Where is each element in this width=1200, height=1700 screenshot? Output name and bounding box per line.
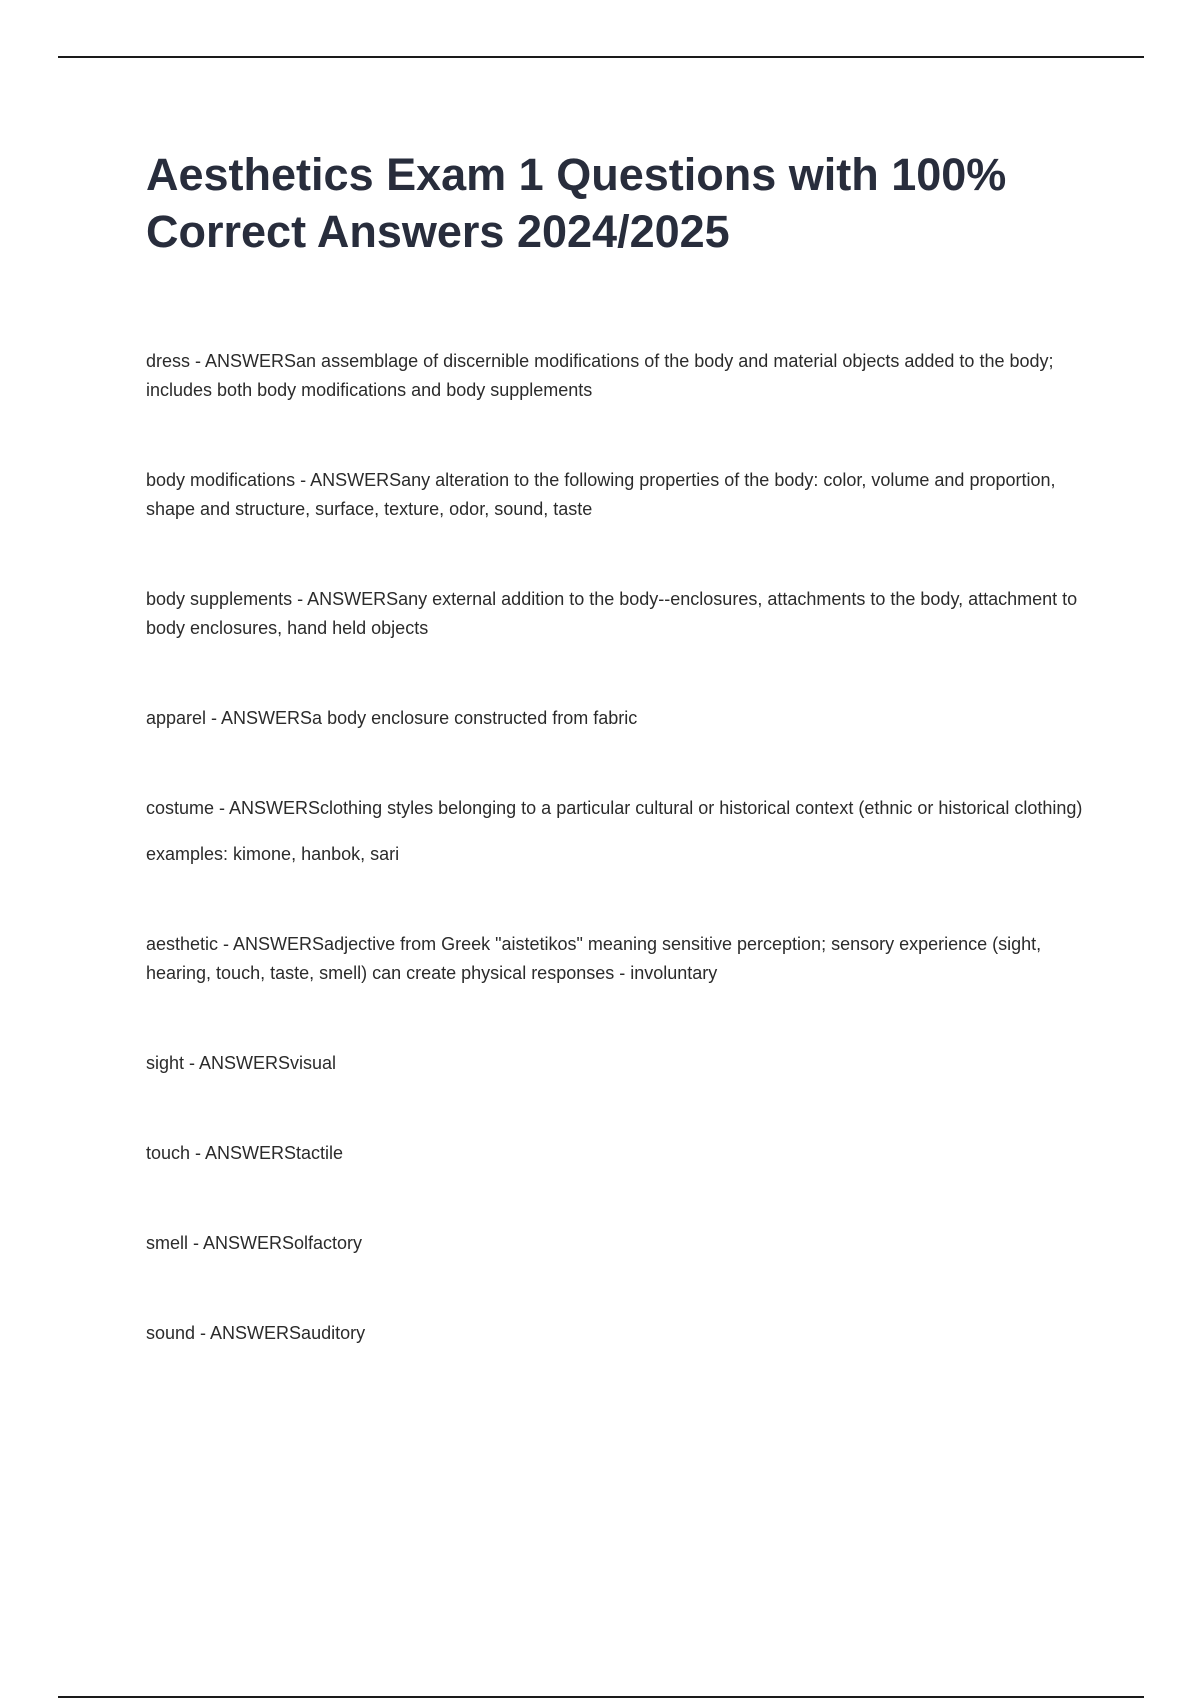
qa-entry-body-supplements [146,585,1086,643]
qa-text: aesthetic - ANSWERSadjective from Greek "aistetikos" meaning sensitive perception; sensory experience (sight, hearing, touch, taste, smell) can create physical responses - involuntary [146,934,1042,983]
qa-text: touch - ANSWERStactile [146,1143,344,1163]
page-title: Aesthetics Exam 1 Questions with 100% Correct Answers 2024/2025 [146,149,1007,257]
qa-text: body supplements - ANSWERSany external addition to the body--enclosures, attachments to the body, attachment to body enclosures, hand held objects [146,589,1078,638]
qa-entry-costume [146,794,1086,869]
qa-entry-aesthetic [146,930,1086,988]
qa-entry-sight [146,1049,1086,1078]
qa-entry-touch [146,1139,1086,1168]
header-divider [58,56,1144,58]
qa-list [146,347,1086,1409]
footer-divider [58,1696,1144,1698]
qa-entry-dress [146,347,1086,405]
qa-text: sound - ANSWERSauditory [146,1323,366,1343]
qa-entry-body-modifications [146,466,1086,524]
qa-entry-sound [146,1319,1086,1348]
qa-text: apparel - ANSWERSa body enclosure constructed from fabric [146,708,638,728]
qa-text: dress - ANSWERSan assemblage of discernible modifications of the body and material objects added to the body; includes both body modifications and body supplements [146,351,1054,400]
qa-entry-apparel [146,704,1086,733]
qa-text: costume - ANSWERSclothing styles belonging to a particular cultural or historical context (ethnic or historical clothing) [146,798,1083,818]
qa-entry-smell [146,1229,1086,1258]
qa-text: smell - ANSWERSolfactory [146,1233,363,1253]
qa-extra-examples: examples: kimone, hanbok, sari [146,844,400,864]
qa-text: sight - ANSWERSvisual [146,1053,337,1073]
qa-text: body modifications - ANSWERSany alteration to the following properties of the body: color, volume and proportion, shape and structure, surface, texture, odor, sound, taste [146,470,1056,519]
